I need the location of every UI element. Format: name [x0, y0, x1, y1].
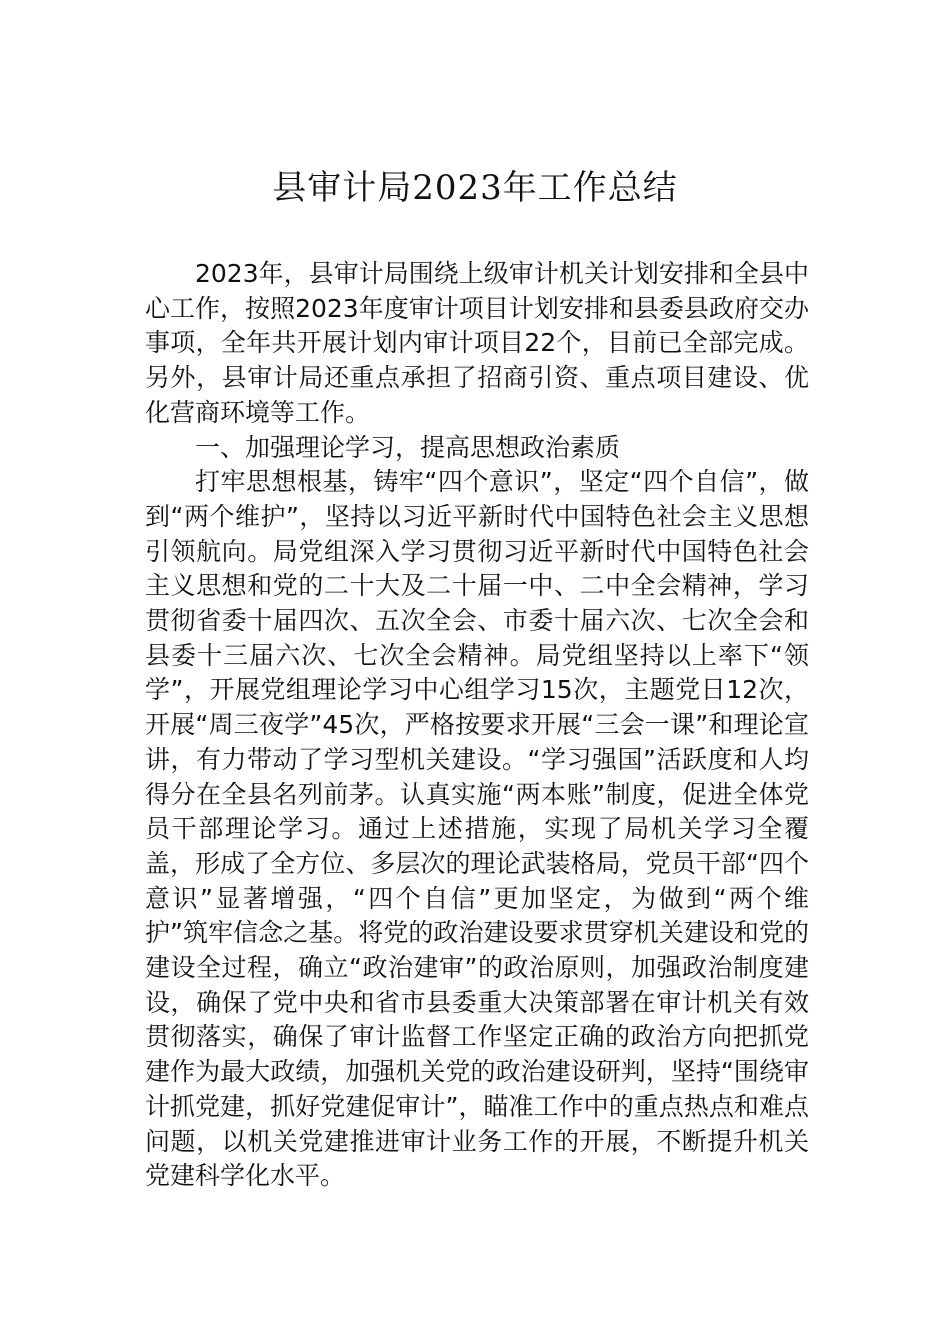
document-title: 县审计局2023年工作总结 — [272, 168, 678, 208]
intro-paragraph: 2023年，县审计局围绕上级审计机关计划安排和全县中心工作，按照2023年度审计项目计划安排和县委县政府交办事项，全年共开展计划内审计项目22个，目前已全部完成。另外，县审计局还重点承担了招商引资、重点项目建设、优化营商环境等工作。 — [145, 259, 809, 427]
section-heading-1: 一、加强理论学习，提高思想政治素质 — [195, 432, 621, 462]
document-body — [145, 257, 809, 1194]
section-1-paragraph: 打牢思想根基，铸牢“四个意识”，坚定“四个自信”，做到“两个维护”，坚持以习近平新时代中国特色社会主义思想引领航向。局党组深入学习贯彻习近平新时代中国特色社会主义思想和党的二十大及二十届一中、二中全会精神，学习贯彻省委十届四次、五次全会、市委十届六次、七次全会和县委十三届六次、七次全会精神。局党组坚持以上率下“领学”，开展党组理论学习中心组学习15次，主题党日12次，开展“周三夜学”45次，严格按要求开展“三会一课”和理论宣讲，有力带动了学习型机关建设。“学习强国”活跃度和人均得分在全县名列前茅。认真实施“两本账”制度，促进全体党员干部理论学习。通过上述措施，实现了局机关学习全覆盖，形成了全方位、多层次的理论武装格局，党员干部“四个意识”显著增强，“四个自信”更加坚定，为做到“两个维护”筑牢信念之基。将党的政治建设要求贯穿机关建设和党的建设全过程，确立“政治建审”的政治原则，加强政治制度建设，确保了党中央和省市县委重大决策部署在审计机关有效贯彻落实，确保了审计监督工作坚定正确的政治方向把抓党建作为最大政绩，加强机关党的政治建设研判，坚持“围绕审计抓党建，抓好党建促审计”，瞄准工作中的重点热点和难点问题，以机关党建推进审计业务工作的开展，不断提升机关党建科学化水平。 — [145, 467, 809, 1191]
